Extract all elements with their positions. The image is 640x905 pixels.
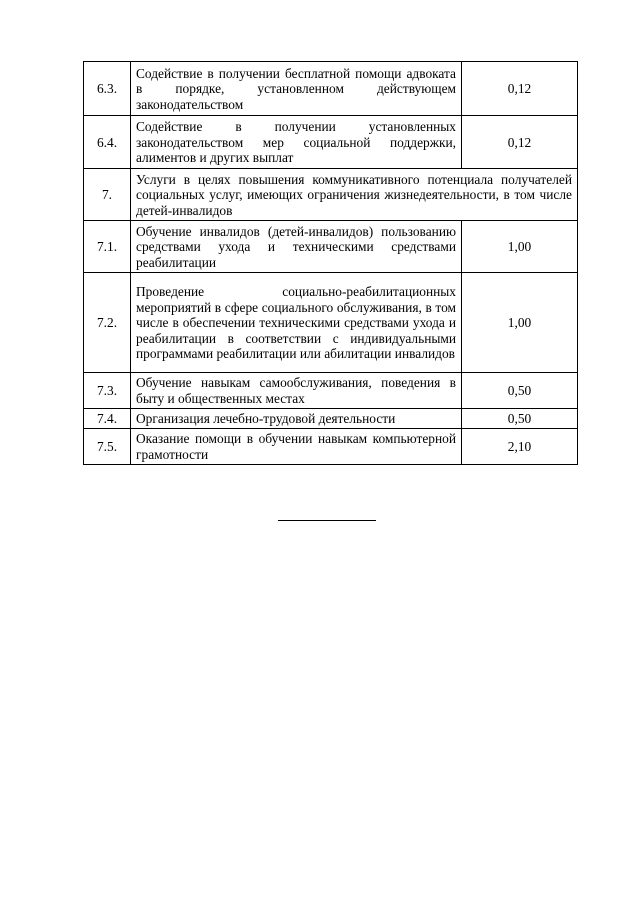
row-number: 7.2. bbox=[84, 273, 131, 373]
table-row bbox=[84, 221, 578, 273]
table-row bbox=[84, 429, 578, 465]
service-value: 2,10 bbox=[462, 429, 578, 465]
service-value: 1,00 bbox=[462, 221, 578, 273]
table-row bbox=[84, 62, 578, 116]
service-value: 0,12 bbox=[462, 116, 578, 169]
service-description: Содействие в получении установленных законодательством мер социальной поддержки, алиментов и других выплат bbox=[131, 116, 462, 169]
row-number: 7. bbox=[84, 169, 131, 221]
service-description: Обучение навыкам самообслуживания, поведения в быту и общественных местах bbox=[131, 373, 462, 409]
table-row bbox=[84, 116, 578, 169]
service-description: Содействие в получении бесплатной помощи адвоката в порядке, установленном действующем законодательством bbox=[131, 62, 462, 116]
row-number: 6.4. bbox=[84, 116, 131, 169]
services-table bbox=[83, 61, 578, 465]
service-description: Обучение инвалидов (детей-инвалидов) пользованию средствами ухода и техническими средствами реабилитации bbox=[131, 221, 462, 273]
row-number: 7.1. bbox=[84, 221, 131, 273]
row-number: 7.3. bbox=[84, 373, 131, 409]
service-value: 0,50 bbox=[462, 409, 578, 429]
service-value: 1,00 bbox=[462, 273, 578, 373]
row-number: 6.3. bbox=[84, 62, 131, 116]
service-value: 0,50 bbox=[462, 373, 578, 409]
row-number: 7.5. bbox=[84, 429, 131, 465]
table-row bbox=[84, 273, 578, 373]
row-number: 7.4. bbox=[84, 409, 131, 429]
service-value: 0,12 bbox=[462, 62, 578, 116]
service-description: Оказание помощи в обучении навыкам компьютерной грамотности bbox=[131, 429, 462, 465]
section-heading: Услуги в целях повышения коммуникативного потенциала получателей социальных услуг, имеющих ограничения жизнедеятельности, в том числе детей-инвалидов bbox=[131, 169, 578, 221]
table-row bbox=[84, 169, 578, 221]
service-description: Организация лечебно-трудовой деятельности bbox=[131, 409, 462, 429]
end-separator-line bbox=[278, 520, 376, 521]
table-row bbox=[84, 409, 578, 429]
table-row bbox=[84, 373, 578, 409]
service-description: Проведение социально-реабилитационных мероприятий в сфере социального обслуживания, в том числе в обеспечении техническими средствами ухода и реабилитации в соответствии с индивидуальными программами реабилитации или абилитации инвалидов bbox=[131, 273, 462, 373]
